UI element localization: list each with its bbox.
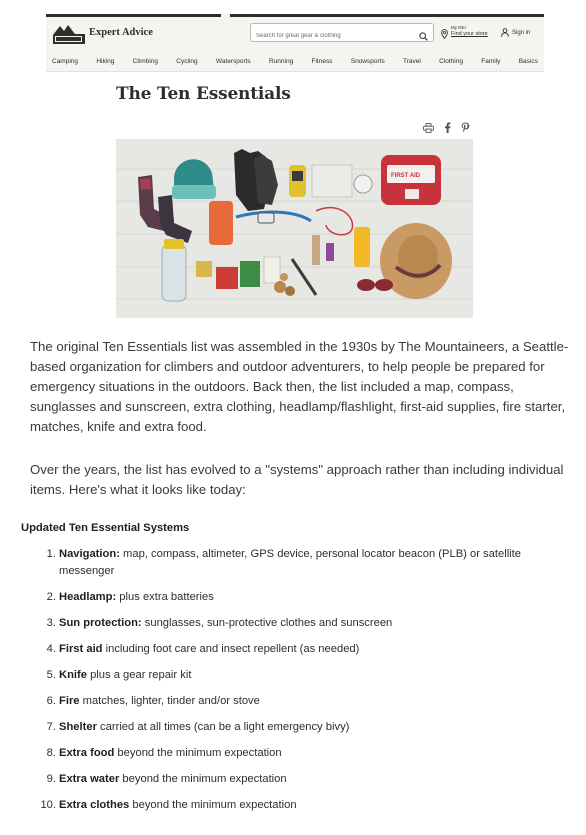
nav-basics[interactable]: Basics bbox=[518, 58, 538, 65]
list-item: 9. Extra water beyond the minimum expectation bbox=[46, 773, 287, 785]
sign-in-label: Sign in bbox=[512, 29, 531, 36]
nav-fitness[interactable]: Fitness bbox=[311, 58, 333, 65]
location-pin-icon bbox=[441, 26, 448, 44]
list-item: 7. Shelter carried at all times (can be a light emergency bivy) bbox=[46, 721, 350, 733]
user-icon bbox=[501, 28, 509, 37]
find-store-link[interactable]: Find your store bbox=[451, 31, 488, 37]
nav-snowsports[interactable]: Snowsports bbox=[350, 58, 385, 65]
list-item: 6. Fire matches, lighter, tinder and/or stove bbox=[46, 695, 260, 707]
list-item: 4. First aid including foot care and insect repellent (as needed) bbox=[46, 643, 360, 655]
nav-hiking[interactable]: Hiking bbox=[96, 58, 115, 65]
list-item: 3. Sun protection: sunglasses, sun-protective clothes and sunscreen bbox=[46, 617, 393, 629]
rei-coop-logo[interactable] bbox=[53, 24, 85, 44]
svg-text:FIRST AID: FIRST AID bbox=[391, 173, 421, 179]
list-item: 10. Extra clothes beyond the minimum expectation bbox=[40, 799, 297, 811]
category-nav bbox=[46, 52, 544, 72]
nav-camping[interactable]: Camping bbox=[52, 58, 79, 65]
page-title: The Ten Essentials bbox=[116, 84, 291, 104]
nav-running[interactable]: Running bbox=[268, 58, 294, 65]
header-bar bbox=[46, 14, 544, 52]
pinterest-icon[interactable] bbox=[461, 120, 470, 138]
facebook-icon[interactable] bbox=[444, 120, 451, 138]
search-input[interactable] bbox=[251, 28, 411, 45]
search-box[interactable] bbox=[250, 23, 434, 42]
list-heading: Updated Ten Essential Systems bbox=[21, 522, 190, 534]
systems-paragraph: Over the years, the list has evolved to a "systems" approach rather than including individual items. Here's what it looks like today: bbox=[30, 462, 564, 497]
list-item: 1. Navigation: map, compass, altimeter, GPS device, personal locator beacon (PLB) or satellite messenger bbox=[46, 548, 521, 577]
essentials-list bbox=[38, 546, 568, 814]
search-icon[interactable] bbox=[419, 28, 428, 46]
nav-climbing[interactable]: Climbing bbox=[132, 58, 158, 65]
nav-family[interactable]: Family bbox=[481, 58, 501, 65]
nav-cycling[interactable]: Cycling bbox=[176, 58, 198, 65]
list-item: 5. Knife plus a gear repair kit bbox=[46, 669, 192, 681]
store-locator[interactable] bbox=[441, 24, 488, 44]
sign-in-button[interactable] bbox=[501, 28, 530, 37]
print-icon[interactable] bbox=[423, 120, 434, 138]
ten-essentials-photo bbox=[116, 139, 473, 318]
brand-title[interactable]: Expert Advice bbox=[89, 27, 153, 38]
nav-clothing[interactable]: Clothing bbox=[439, 58, 463, 65]
list-item: 2. Headlamp: plus extra batteries bbox=[46, 591, 214, 603]
intro-paragraph: The original Ten Essentials list was assembled in the 1930s by The Mountaineers, a Seattle-based organization for climbers and outdoor adventurers, to help people be prepared for emergency situations in the outdoors. Back then, the list included a map, compass, sunglasses and sunscreen, extra clothing, headlamp/flashlight, first-aid supplies, fire starter, matches, knife and extra food. bbox=[30, 339, 569, 434]
nav-travel[interactable]: Travel bbox=[403, 58, 421, 65]
nav-watersports[interactable]: Watersports bbox=[215, 58, 251, 65]
my-rei-label: My REI bbox=[451, 25, 466, 30]
list-item: 8. Extra food beyond the minimum expectation bbox=[46, 747, 282, 759]
site-header bbox=[46, 14, 544, 72]
